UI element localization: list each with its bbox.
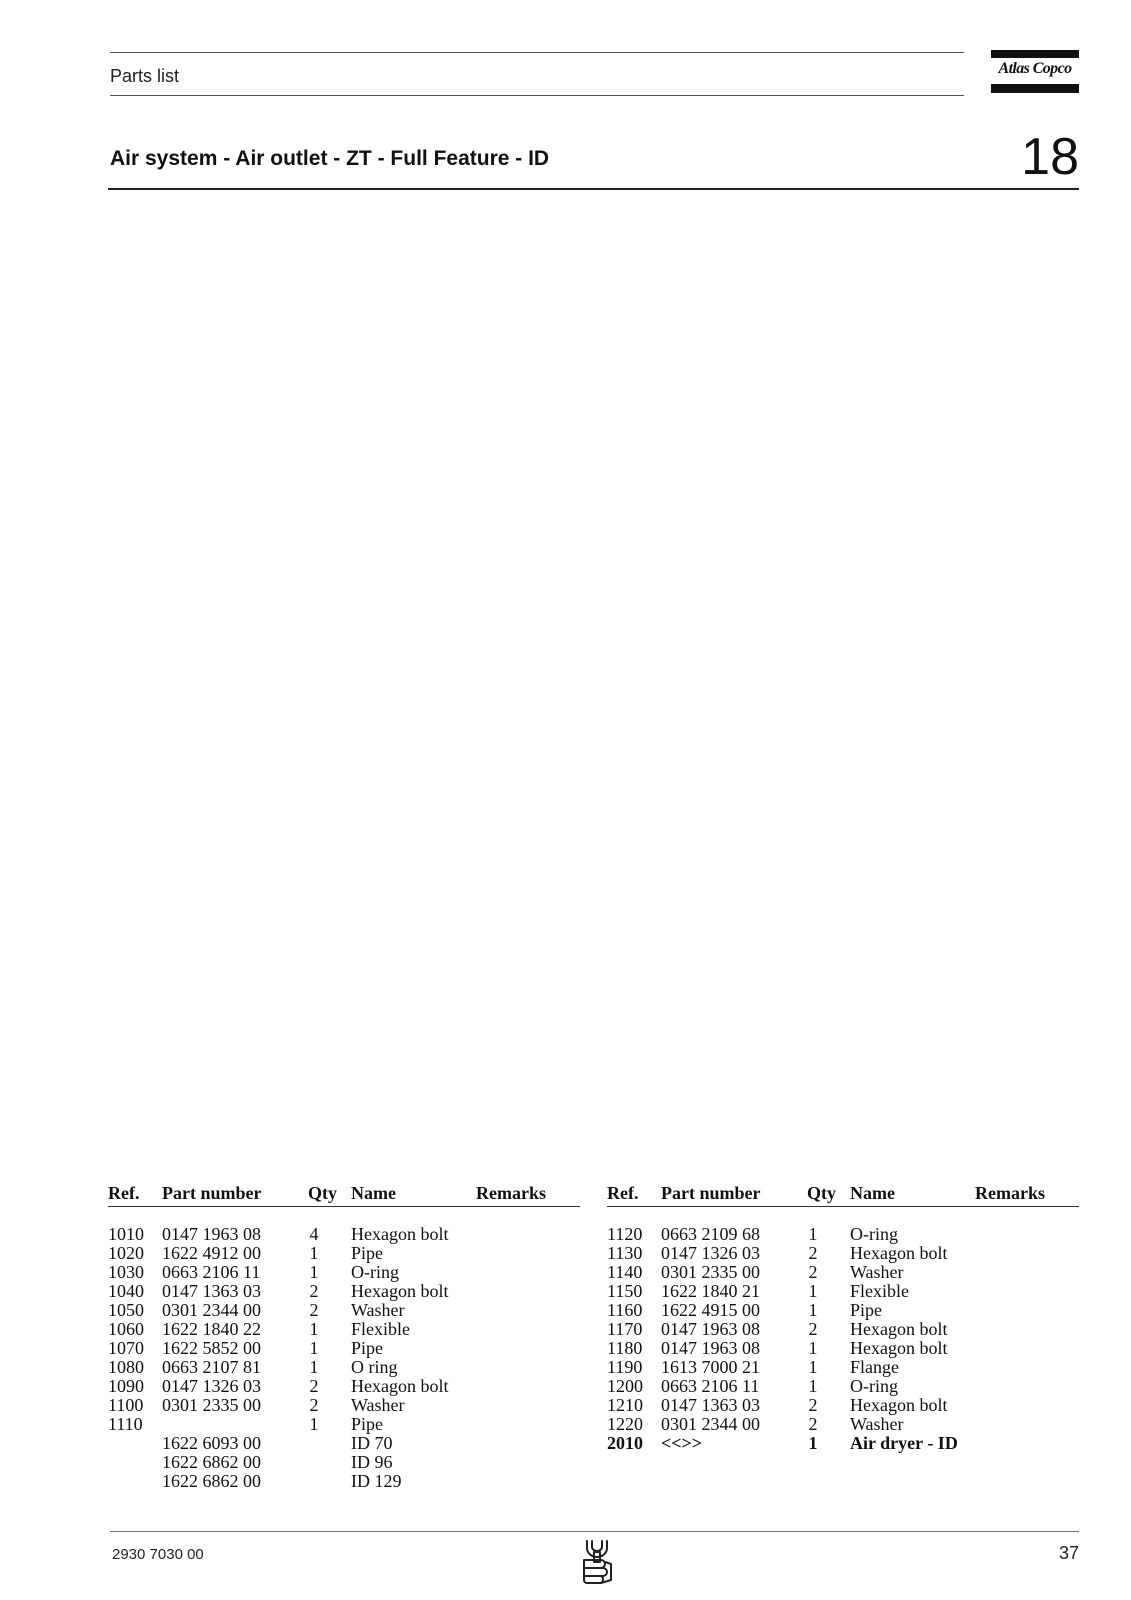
parts-table-left [108, 1183, 580, 1491]
cell-name: Washer [351, 1300, 405, 1320]
table-body [607, 1225, 1079, 1453]
table-row [108, 1263, 580, 1282]
cell-part-number: 0147 1963 08 [162, 1224, 261, 1244]
cell-name: ID 70 [351, 1433, 393, 1453]
table-row [607, 1263, 1079, 1282]
cell-ref: 2010 [607, 1433, 643, 1453]
cell-qty: 4 [309, 1224, 319, 1244]
cell-qty: 1 [309, 1414, 319, 1434]
table-row [607, 1415, 1079, 1434]
col-part-number-header: Part number [661, 1183, 761, 1203]
table-row [607, 1396, 1079, 1415]
cell-part-number: 1622 1840 22 [162, 1319, 261, 1339]
cell-name: Pipe [351, 1414, 384, 1434]
page-number: 37 [1058, 1543, 1079, 1563]
cell-ref: 1060 [108, 1319, 144, 1339]
cell-ref: 1090 [108, 1376, 144, 1396]
cell-ref: 1070 [108, 1338, 144, 1358]
table-row [108, 1453, 580, 1472]
cell-ref: 1080 [108, 1357, 144, 1377]
col-part-number-header: Part number [162, 1183, 262, 1203]
cell-part-number: 0147 1963 08 [661, 1319, 760, 1339]
cell-part-number: 0147 1363 03 [661, 1395, 760, 1415]
col-name-header: Name [351, 1183, 396, 1203]
logo-bottom-bar [991, 84, 1079, 93]
col-qty-header: Qty [308, 1183, 337, 1203]
cell-qty: 2 [309, 1300, 319, 1320]
cell-name: Flange [850, 1357, 899, 1377]
col-qty-header: Qty [807, 1183, 836, 1203]
cell-ref: 1120 [607, 1224, 643, 1244]
cell-qty: 2 [808, 1395, 818, 1415]
cell-part-number: 0147 1326 03 [661, 1243, 760, 1263]
footer-rule [110, 1531, 1079, 1532]
table-row [108, 1434, 580, 1453]
cell-ref: 1100 [108, 1395, 144, 1415]
cell-qty: 2 [309, 1395, 319, 1415]
header-bottom-rule [110, 95, 964, 96]
cell-name: Flexible [351, 1319, 410, 1339]
parts-table-right [607, 1183, 1079, 1453]
cell-qty: 1 [808, 1300, 818, 1320]
table-row [108, 1339, 580, 1358]
logo-wordmark: Atlas Copco [998, 60, 1072, 77]
logo-top-bar [991, 50, 1079, 58]
cell-ref: 1190 [607, 1357, 643, 1377]
cell-part-number: 0663 2106 11 [162, 1262, 261, 1282]
col-name-header: Name [850, 1183, 895, 1203]
cell-part-number: 0301 2335 00 [162, 1395, 261, 1415]
table-row [108, 1301, 580, 1320]
cell-qty: 1 [808, 1224, 818, 1244]
cell-qty: 2 [808, 1262, 818, 1282]
cell-qty: 2 [808, 1319, 818, 1339]
cell-name: Hexagon bolt [850, 1338, 948, 1358]
cell-qty: 1 [808, 1338, 818, 1358]
cell-part-number: 1622 1840 21 [661, 1281, 760, 1301]
cell-ref: 1180 [607, 1338, 643, 1358]
table-row [108, 1244, 580, 1263]
cell-name: ID 96 [351, 1452, 393, 1472]
cell-ref: 1010 [108, 1224, 144, 1244]
cell-ref: 1220 [607, 1414, 643, 1434]
cell-qty: 1 [309, 1319, 319, 1339]
cell-name: Washer [351, 1395, 405, 1415]
table-row [607, 1434, 1079, 1453]
col-ref-header: Ref. [607, 1183, 639, 1203]
table-row [108, 1415, 580, 1434]
cell-part-number: 1622 4915 00 [661, 1300, 760, 1320]
cell-name: Pipe [850, 1300, 883, 1320]
table-header [607, 1183, 1079, 1205]
cell-qty: 1 [808, 1281, 818, 1301]
cell-name: Hexagon bolt [850, 1395, 948, 1415]
col-remarks-header: Remarks [476, 1183, 546, 1203]
table-row [607, 1301, 1079, 1320]
table-header [108, 1183, 580, 1205]
cell-name: Hexagon bolt [351, 1281, 449, 1301]
table-row [108, 1377, 580, 1396]
cell-name: Air dryer - ID [850, 1433, 958, 1453]
cell-name: Hexagon bolt [351, 1224, 449, 1244]
table-header-rule [607, 1206, 1079, 1207]
table-row [607, 1339, 1079, 1358]
cell-qty: 1 [309, 1338, 319, 1358]
cell-part-number: 1613 7000 21 [661, 1357, 760, 1377]
cell-ref: 1130 [607, 1243, 643, 1263]
page-title: Air system - Air outlet - ZT - Full Feature - ID [110, 147, 550, 170]
cell-qty: 1 [309, 1243, 319, 1263]
cell-ref: 1050 [108, 1300, 144, 1320]
cell-qty: 2 [808, 1414, 818, 1434]
cell-name: Pipe [351, 1338, 384, 1358]
cell-qty: 1 [808, 1433, 818, 1453]
cell-ref: 1170 [607, 1319, 643, 1339]
cell-ref: 1020 [108, 1243, 144, 1263]
brand-logo [991, 50, 1079, 94]
table-row [607, 1244, 1079, 1263]
table-row [108, 1320, 580, 1339]
title-rule [108, 188, 1079, 190]
cell-part-number: 1622 6862 00 [162, 1471, 261, 1491]
cell-part-number: 0663 2109 68 [661, 1224, 760, 1244]
cell-part-number: 0147 1963 08 [661, 1338, 760, 1358]
cell-name: Hexagon bolt [850, 1319, 948, 1339]
cell-part-number: 0663 2106 11 [661, 1376, 760, 1396]
cell-name: O-ring [850, 1376, 898, 1396]
cell-name: Hexagon bolt [850, 1243, 948, 1263]
header-top-rule [110, 52, 964, 53]
cell-part-number: <<>> [661, 1433, 703, 1453]
cell-name: Washer [850, 1262, 904, 1282]
table-row [108, 1396, 580, 1415]
cell-qty: 2 [309, 1281, 319, 1301]
cell-qty: 1 [309, 1357, 319, 1377]
table-row [108, 1472, 580, 1491]
table-row [607, 1358, 1079, 1377]
cell-name: O ring [351, 1357, 398, 1377]
col-ref-header: Ref. [108, 1183, 140, 1203]
cell-ref: 1210 [607, 1395, 643, 1415]
col-remarks-header: Remarks [975, 1183, 1045, 1203]
header-label: Parts list [110, 66, 180, 86]
cell-part-number: 0301 2335 00 [661, 1262, 760, 1282]
table-row [607, 1320, 1079, 1339]
table-row [607, 1377, 1079, 1396]
cell-part-number: 1622 6093 00 [162, 1433, 261, 1453]
cell-qty: 2 [309, 1376, 319, 1396]
cell-name: O-ring [850, 1224, 898, 1244]
cell-qty: 1 [808, 1357, 818, 1377]
table-row [108, 1358, 580, 1377]
cell-part-number: 0301 2344 00 [661, 1414, 760, 1434]
cell-part-number: 0301 2344 00 [162, 1300, 261, 1320]
table-row [108, 1282, 580, 1301]
cell-name: Flexible [850, 1281, 909, 1301]
cell-qty: 1 [309, 1262, 319, 1282]
cell-name: O-ring [351, 1262, 399, 1282]
cell-name: Pipe [351, 1243, 384, 1263]
cell-qty: 1 [808, 1376, 818, 1396]
document-number: 2930 7030 00 [112, 1546, 204, 1563]
cell-qty: 2 [808, 1243, 818, 1263]
cell-part-number: 0663 2107 81 [162, 1357, 261, 1377]
cell-ref: 1030 [108, 1262, 144, 1282]
cell-part-number: 0147 1363 03 [162, 1281, 261, 1301]
section-number: 18 [1021, 128, 1079, 186]
cell-name: Hexagon bolt [351, 1376, 449, 1396]
cell-ref: 1160 [607, 1300, 643, 1320]
cell-part-number: 0147 1326 03 [162, 1376, 261, 1396]
service-wrench-hand-icon [579, 1538, 615, 1586]
cell-part-number: 1622 4912 00 [162, 1243, 261, 1263]
cell-ref: 1200 [607, 1376, 643, 1396]
table-row [108, 1225, 580, 1244]
table-row [607, 1282, 1079, 1301]
cell-ref: 1110 [108, 1414, 143, 1434]
table-header-rule [108, 1206, 580, 1207]
cell-ref: 1140 [607, 1262, 643, 1282]
table-body [108, 1225, 580, 1491]
cell-ref: 1150 [607, 1281, 643, 1301]
cell-name: Washer [850, 1414, 904, 1434]
cell-ref: 1040 [108, 1281, 144, 1301]
cell-name: ID 129 [351, 1471, 402, 1491]
cell-part-number: 1622 5852 00 [162, 1338, 261, 1358]
table-row [607, 1225, 1079, 1244]
cell-part-number: 1622 6862 00 [162, 1452, 261, 1472]
